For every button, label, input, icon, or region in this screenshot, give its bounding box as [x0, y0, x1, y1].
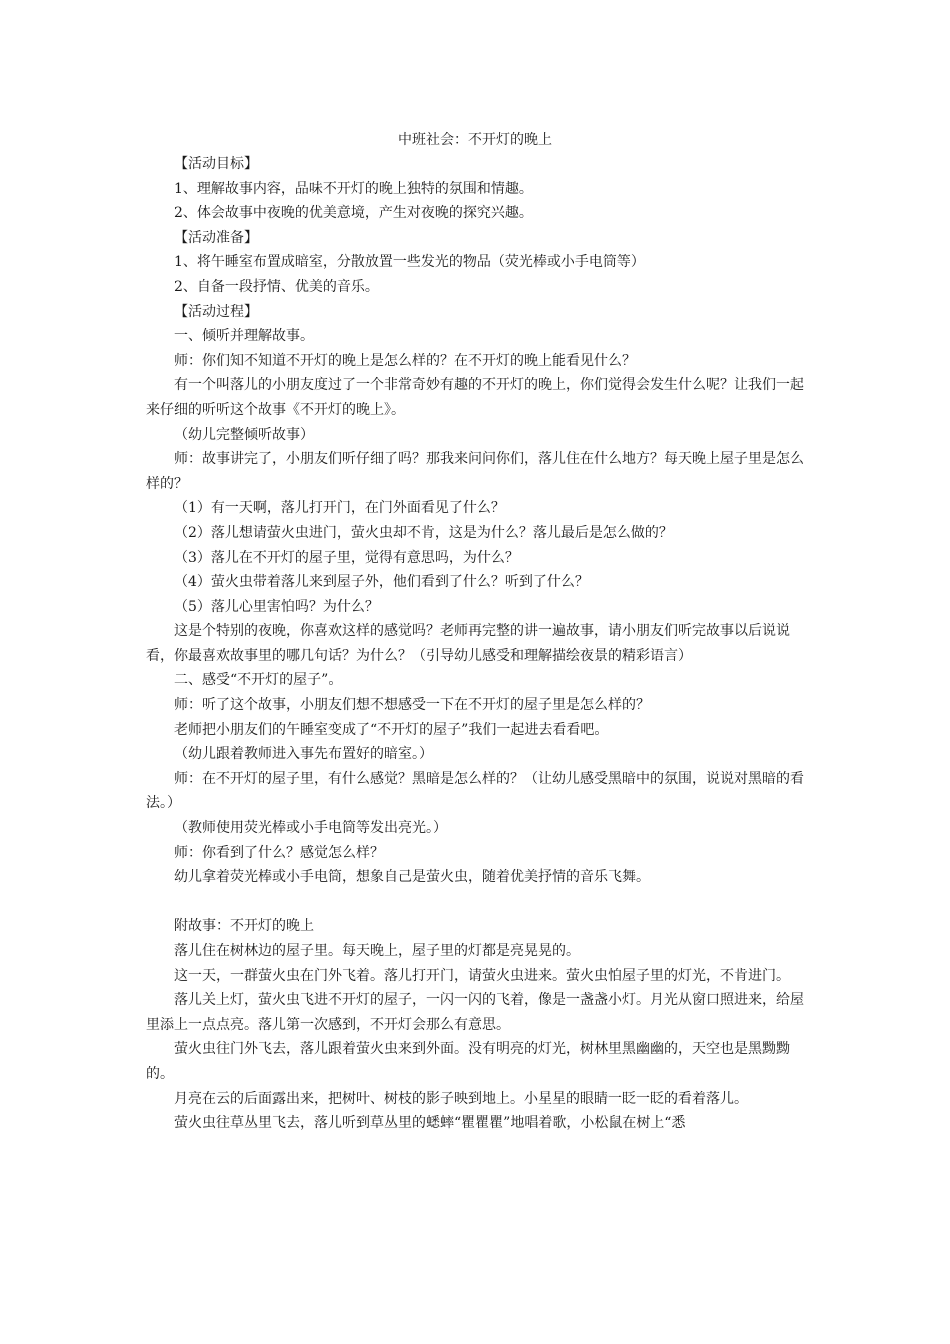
goal-item: 1、理解故事内容，品味不开灯的晚上独特的氛围和情趣。	[174, 180, 533, 197]
paragraph: 师：你们知不知道不开灯的晚上是怎么样的？在不开灯的晚上能看见什么？	[174, 352, 636, 369]
section-heading: 一、倾听并理解故事。	[174, 328, 314, 345]
heading-process: 【活动过程】	[174, 303, 258, 320]
story-paragraph: 月亮在云的后面露出来，把树叶、树枝的影子映到地上。小星星的眼睛一眨一眨的看着落儿。	[174, 1090, 748, 1107]
paragraph: 幼儿拿着荧光棒或小手电筒，想象自己是萤火虫，随着优美抒情的音乐飞舞。	[174, 869, 650, 886]
paragraph: 这是个特别的夜晚，你喜欢这样的感觉吗？老师再完整的讲一遍故事，请小朋友们听完故事以后说说看，你最喜欢故事里的哪几句话？为什么？（引导幼儿感受和理解描绘夜景的精彩语言）	[146, 623, 790, 664]
question-item: （5）落儿心里害怕吗？为什么？	[174, 598, 379, 615]
paragraph: 有一个叫落儿的小朋友度过了一个非常奇妙有趣的不开灯的晚上，你们觉得会发生什么呢？让我们一起来仔细的听听这个故事《不开灯的晚上》。	[146, 377, 804, 418]
heading-goals: 【活动目标】	[174, 156, 258, 172]
paragraph: （教师使用荧光棒或小手电筒等发出亮光。）	[174, 820, 447, 837]
preparation-item: 1、将午睡室布置成暗室，分散放置一些发光的物品（荧光棒或小手电筒等）	[174, 254, 645, 271]
question-item: （3）落儿在不开灯的屋子里，觉得有意思吗，为什么？	[174, 549, 519, 566]
story-paragraph: 落儿住在树林边的屋子里。每天晚上，屋子里的灯都是亮晃晃的。	[174, 943, 580, 959]
blank-line	[146, 890, 808, 915]
document-body	[146, 152, 808, 1136]
story-paragraph: 萤火虫往门外飞去，落儿跟着萤火虫来到外面。没有明亮的灯光，树林里黑幽幽的，天空也是黑黝黝的。	[146, 1041, 790, 1082]
paragraph: 师：听了这个故事，小朋友们想不想感受一下在不开灯的屋子里是怎么样的？	[174, 697, 650, 714]
question-item: （4）萤火虫带着落儿来到屋子外，他们看到了什么？听到了什么？	[174, 574, 589, 591]
question-item: （2）落儿想请萤火虫进门，萤火虫却不肯，这是为什么？落儿最后是怎么做的？	[174, 524, 673, 541]
document-title: 中班社会：不开灯的晚上	[398, 132, 552, 148]
goal-item: 2、体会故事中夜晚的优美意境，产生对夜晚的探究兴趣。	[174, 205, 533, 222]
question-item: （1）有一天啊，落儿打开门，在门外面看见了什么？	[174, 500, 505, 517]
paragraph: （幼儿跟着教师进入事先布置好的暗室。）	[174, 746, 433, 763]
paragraph: 师：故事讲完了，小朋友们听仔细了吗？那我来问问你们，落儿住在什么地方？每天晚上屋子里是怎么样的？	[146, 451, 804, 492]
story-paragraph: 这一天，一群萤火虫在门外飞着。落儿打开门，请萤火虫进来。萤火虫怕屋子里的灯光，不肯进门。	[174, 967, 790, 984]
story-paragraph: 萤火虫往草丛里飞去，落儿听到草丛里的蟋蟀“瞿瞿瞿”地唱着歌，小松鼠在树上“悉	[174, 1115, 686, 1132]
story-paragraph: 落儿关上灯，萤火虫飞进不开灯的屋子，一闪一闪的飞着，像是一盏盏小灯。月光从窗口照进来，给屋里添上一点点亮。落儿第一次感到，不开灯会那么有意思。	[146, 992, 804, 1033]
preparation-item: 2、自备一段抒情、优美的音乐。	[174, 278, 379, 295]
heading-preparation: 【活动准备】	[174, 229, 258, 246]
paragraph: 师：你看到了什么？感觉怎么样？	[174, 844, 384, 861]
section-heading: 二、感受“不开灯的屋子”。	[174, 672, 343, 689]
paragraph: 师：在不开灯的屋子里，有什么感觉？黑暗是怎么样的？（让幼儿感受黑暗中的氛围，说说对黑暗的看法。）	[146, 770, 804, 812]
paragraph: 老师把小朋友们的午睡室变成了“不开灯的屋子”我们一起进去看看吧。	[174, 721, 609, 738]
story-heading: 附故事：不开灯的晚上	[174, 918, 314, 935]
paragraph: （幼儿完整倾听故事）	[174, 426, 314, 443]
